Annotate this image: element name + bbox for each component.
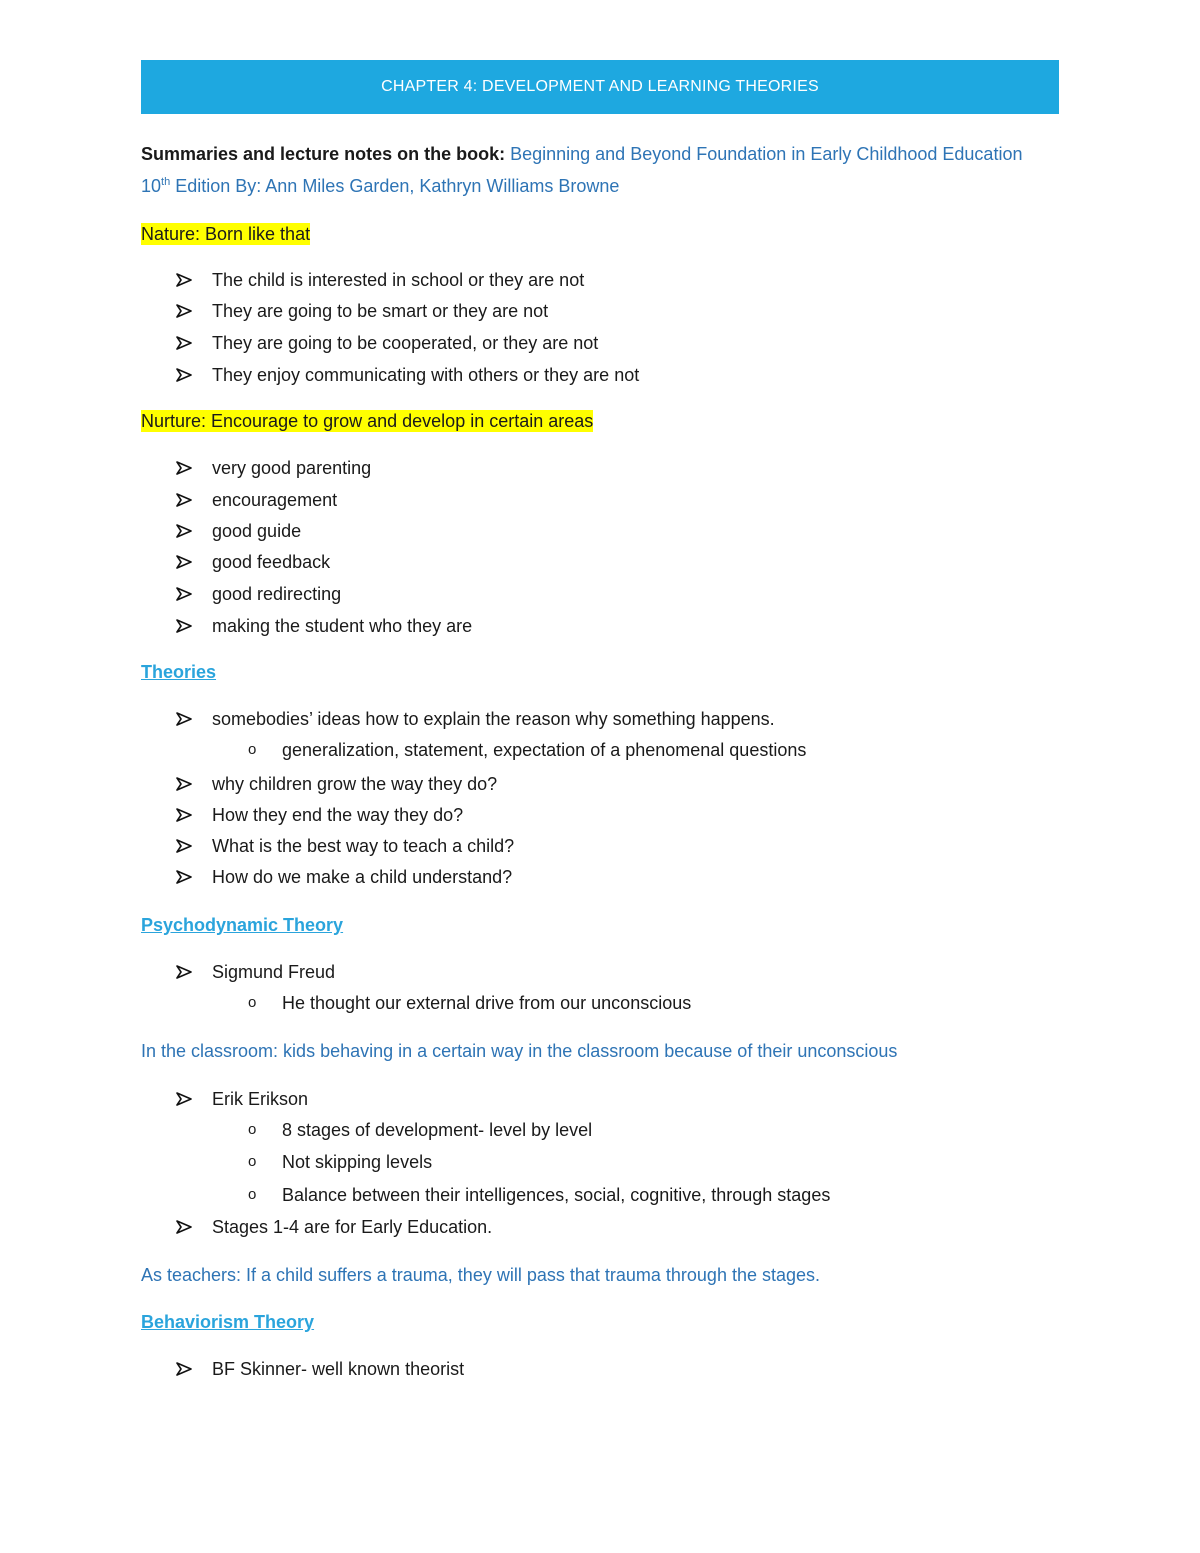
nurture-heading [141, 409, 593, 433]
circle-bullet-icon: o [248, 741, 257, 758]
nurture-item-6: making the student who they are [212, 616, 473, 636]
list-item [176, 519, 301, 543]
list-item [176, 1087, 308, 1111]
nature-item-1: The child is interested in school or they are not [212, 270, 585, 290]
list-item [176, 582, 341, 606]
classroom-note: In the classroom: kids behaving in a certain way in the classroom because of their unconscious [141, 1041, 898, 1061]
stages-item: Stages 1-4 are for Early Education. [212, 1217, 493, 1237]
list-item [176, 268, 584, 292]
arrow-bullet-icon [176, 493, 212, 507]
list-item [176, 456, 371, 480]
list-item [176, 707, 775, 731]
theories-item-2: why children grow the way they do? [212, 774, 498, 794]
nurture-item-3: good guide [212, 521, 302, 541]
nurture-heading-text: Nurture: Encourage to grow and develop in certain areas [141, 411, 594, 431]
theories-heading [141, 660, 216, 684]
list-item [176, 363, 639, 387]
edition-authors: Edition By: Ann Miles Garden, Kathryn Williams Browne [175, 176, 620, 196]
edition-sup: th [161, 176, 171, 188]
theories-item-3: How they end the way they do? [212, 805, 464, 825]
arrow-bullet-icon [176, 870, 212, 884]
sub-list-item [248, 1118, 592, 1142]
nature-item-4: They enjoy communicating with others or they are not [212, 365, 640, 385]
edition-number: 10 [141, 176, 162, 196]
list-item [176, 488, 337, 512]
erikson-sub-1: 8 stages of development- level by level [282, 1120, 593, 1140]
freud-item: Sigmund Freud [212, 962, 336, 982]
arrow-bullet-icon [176, 619, 212, 633]
chapter-title: CHAPTER 4: DEVELOPMENT AND LEARNING THEORIES [381, 78, 819, 95]
sub-list-item [248, 738, 806, 762]
arrow-bullet-icon [176, 273, 212, 287]
arrow-bullet-icon [176, 1092, 212, 1106]
intro-line-1 [141, 142, 1022, 166]
list-item [176, 1215, 492, 1239]
nurture-item-1: very good parenting [212, 458, 372, 478]
list-item [176, 803, 463, 827]
theories-sub-1: generalization, statement, expectation of a phenomenal questions [282, 740, 807, 760]
circle-bullet-icon: o [248, 1121, 257, 1138]
list-item [176, 614, 472, 638]
list-item [176, 1357, 464, 1381]
circle-bullet-icon: o [248, 1153, 257, 1170]
arrow-bullet-icon [176, 304, 212, 318]
list-item [176, 299, 548, 323]
theories-item-4: What is the best way to teach a child? [212, 836, 515, 856]
list-item [176, 865, 512, 889]
list-item [176, 960, 335, 984]
arrow-bullet-icon [176, 461, 212, 475]
arrow-bullet-icon [176, 712, 212, 726]
list-item [176, 331, 598, 355]
erikson-sub-3: Balance between their intelligences, social, cognitive, through stages [282, 1185, 831, 1205]
nature-item-2: They are going to be smart or they are not [212, 301, 549, 321]
erikson-item: Erik Erikson [212, 1089, 309, 1109]
nurture-item-5: good redirecting [212, 584, 342, 604]
arrow-bullet-icon [176, 808, 212, 822]
skinner-item: BF Skinner- well known theorist [212, 1359, 465, 1379]
circle-bullet-icon: o [248, 994, 257, 1011]
sub-list-item [248, 1183, 830, 1207]
chapter-banner [141, 60, 1059, 114]
arrow-bullet-icon [176, 336, 212, 350]
book-title: Beginning and Beyond Foundation in Early Childhood Education [510, 144, 1023, 164]
behaviorism-heading-text: Behaviorism Theory [141, 1312, 315, 1332]
list-item [176, 834, 514, 858]
circle-bullet-icon: o [248, 1186, 257, 1203]
theories-item-1: somebodies’ ideas how to explain the reason why something happens. [212, 709, 775, 729]
arrow-bullet-icon [176, 1362, 212, 1376]
list-item [176, 550, 330, 574]
arrow-bullet-icon [176, 839, 212, 853]
arrow-bullet-icon [176, 965, 212, 979]
arrow-bullet-icon [176, 555, 212, 569]
intro-line-2 [141, 174, 619, 198]
nature-item-3: They are going to be cooperated, or they are not [212, 333, 599, 353]
theories-heading-text: Theories [141, 662, 217, 682]
arrow-bullet-icon [176, 777, 212, 791]
arrow-bullet-icon [176, 524, 212, 538]
arrow-bullet-icon [176, 587, 212, 601]
nurture-item-4: good feedback [212, 552, 331, 572]
intro-label: Summaries and lecture notes on the book: [141, 144, 506, 164]
psychodynamic-heading-text: Psychodynamic Theory [141, 915, 344, 935]
sub-list-item [248, 1150, 432, 1174]
psychodynamic-heading [141, 913, 343, 937]
teachers-note: As teachers: If a child suffers a trauma, they will pass that trauma through the stages. [141, 1265, 821, 1285]
nature-heading-text: Nature: Born like that [141, 224, 311, 244]
freud-sub: He thought our external drive from our unconscious [282, 993, 692, 1013]
erikson-sub-2: Not skipping levels [282, 1152, 433, 1172]
sub-list-item [248, 991, 691, 1015]
behaviorism-heading [141, 1310, 314, 1334]
arrow-bullet-icon [176, 368, 212, 382]
theories-item-5: How do we make a child understand? [212, 867, 513, 887]
nurture-item-2: encouragement [212, 490, 338, 510]
nature-heading [141, 222, 310, 246]
arrow-bullet-icon [176, 1220, 212, 1234]
list-item [176, 772, 497, 796]
